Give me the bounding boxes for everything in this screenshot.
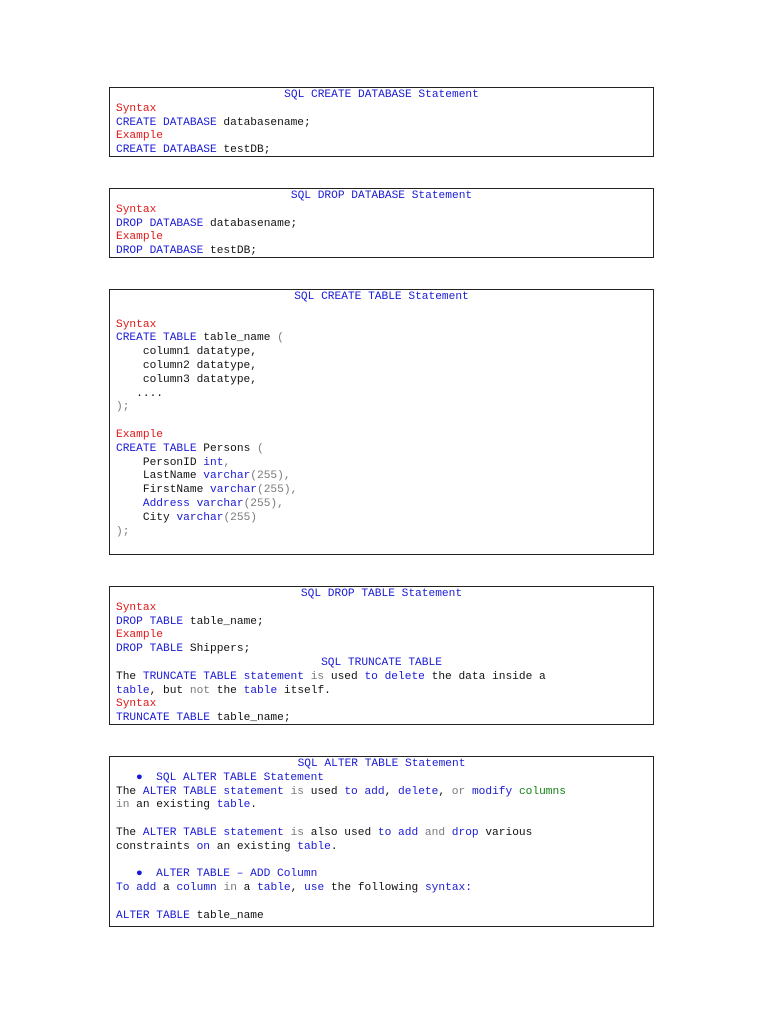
code-line: column1 datatype,: [116, 346, 257, 359]
text: [465, 786, 472, 798]
keyword: drop: [451, 826, 479, 839]
code-line: );: [116, 401, 130, 414]
bullet-text: SQL ALTER TABLE Statement: [156, 771, 324, 784]
paren: (: [277, 332, 284, 345]
code-line: [116, 457, 647, 471]
bullet-item: [116, 772, 647, 786]
example-label: Example: [116, 428, 163, 441]
text: a: [156, 882, 177, 895]
truncate-desc-line2: [116, 685, 647, 699]
code-line: ....: [116, 387, 163, 400]
text: in: [223, 882, 237, 895]
code-line: );: [116, 525, 130, 538]
code-text: ,: [283, 470, 291, 483]
syntax-label: Syntax: [116, 698, 157, 711]
code-line: [116, 470, 647, 484]
text: [512, 786, 519, 798]
keyword: DROP DATABASE: [116, 217, 204, 230]
keyword: int: [203, 456, 224, 469]
code-text: (255): [250, 470, 284, 483]
code-text: FirstName: [116, 484, 210, 497]
text: ,: [384, 785, 399, 798]
text: The: [116, 826, 143, 839]
keyword: table: [243, 684, 278, 697]
alter-desc-line2: [116, 799, 647, 813]
drop-database-example: [116, 245, 647, 259]
drop-table-example: [116, 643, 647, 657]
text: an existing: [129, 799, 217, 812]
keyword: Address: [116, 497, 190, 510]
spacer: [116, 415, 647, 429]
code-text: table_name: [189, 909, 264, 922]
text: [445, 827, 452, 839]
keyword: modify: [471, 785, 513, 798]
keyword: DROP TABLE: [116, 615, 184, 628]
keyword: CREATE DATABASE: [116, 144, 217, 157]
code-text: testDB;: [203, 245, 257, 258]
code-line: [116, 498, 647, 512]
code-text: ,: [290, 484, 298, 497]
code-text: table_name: [196, 332, 278, 345]
code-text: PersonID: [116, 456, 204, 469]
alter-desc-line1: [116, 786, 647, 800]
text: The: [116, 670, 143, 683]
keyword: TRUNCATE TABLE: [116, 712, 210, 725]
text: or: [451, 785, 466, 798]
text: the following: [324, 882, 425, 895]
code-text: ,: [277, 497, 284, 510]
keyword: varchar: [210, 484, 257, 497]
code-text: (255): [223, 511, 258, 524]
drop-database-syntax: [116, 218, 647, 232]
keyword: to add: [344, 785, 385, 798]
code-text: databasename;: [203, 217, 298, 230]
keyword: varchar: [176, 511, 224, 524]
keyword: column: [176, 882, 217, 895]
keyword: columns: [518, 785, 566, 798]
keyword: add: [136, 882, 157, 895]
drop-database-box: [109, 188, 654, 258]
alter-syntax: [116, 910, 647, 924]
keyword: To: [116, 882, 130, 895]
spacer: [116, 813, 647, 827]
create-database-box: [109, 87, 654, 157]
text: used: [304, 785, 345, 798]
text: is: [283, 785, 305, 798]
code-text: LastName: [116, 470, 204, 483]
syntax-label: Syntax: [116, 102, 157, 115]
keyword: CREATE DATABASE: [116, 116, 217, 129]
keyword: on: [196, 840, 211, 853]
spacer: [116, 855, 647, 869]
text: in: [116, 799, 130, 812]
text: ,: [290, 882, 305, 895]
keyword: delete: [398, 785, 439, 798]
code-text: Persons: [196, 442, 258, 455]
keyword: table: [116, 684, 150, 697]
syntax-label: Syntax: [116, 601, 157, 614]
keyword: DROP TABLE: [116, 643, 184, 656]
example-label: Example: [116, 629, 163, 642]
code-line: column3 datatype,: [116, 373, 257, 386]
code-text: Shippers;: [183, 643, 251, 656]
keyword: table: [216, 799, 251, 812]
text: .: [330, 840, 338, 853]
syntax-label: Syntax: [116, 203, 157, 216]
text: an existing: [210, 840, 298, 853]
keyword: table: [257, 882, 291, 895]
keyword: table: [297, 840, 331, 853]
bullet-text: ALTER TABLE – ADD Column: [156, 868, 318, 881]
keyword: use: [304, 882, 325, 895]
create-table-box: [109, 289, 654, 555]
example-label: Example: [116, 231, 163, 244]
text: The: [116, 785, 143, 798]
code-line: column2 datatype,: [116, 359, 257, 372]
create-table-example: [116, 443, 647, 457]
keyword: DROP DATABASE: [116, 245, 204, 258]
code-text: table_name;: [210, 712, 291, 725]
keyword: varchar: [196, 497, 244, 510]
code-line: [116, 512, 647, 526]
alter-table-title: SQL ALTER TABLE Statement: [297, 758, 466, 770]
code-text: table_name;: [183, 615, 264, 628]
keyword: ALTER TABLE statement: [142, 826, 284, 839]
text: itself.: [277, 684, 331, 697]
bullet-icon: ●: [136, 771, 157, 784]
truncate-syntax: [116, 712, 647, 726]
code-text: City: [116, 511, 177, 524]
create-database-title: SQL CREATE DATABASE Statement: [284, 89, 479, 101]
keyword: CREATE TABLE: [116, 332, 197, 345]
drop-table-syntax: [116, 616, 647, 630]
alter-desc-line3: [116, 827, 647, 841]
code-text: testDB;: [216, 144, 271, 157]
text: is: [304, 670, 325, 683]
text: also used: [304, 826, 378, 839]
text: ,: [438, 785, 452, 798]
code-line: [116, 484, 647, 498]
drop-table-title: SQL DROP TABLE Statement: [300, 588, 463, 600]
text: , but: [149, 684, 190, 697]
spacer: [116, 896, 647, 910]
text: is: [283, 826, 305, 839]
spacer: [116, 305, 647, 319]
text: .: [250, 799, 258, 812]
alter-desc-line4: [116, 841, 647, 855]
drop-database-title: SQL DROP DATABASE Statement: [290, 190, 473, 202]
alter-desc-line5: [116, 882, 647, 896]
alter-table-box: [109, 756, 654, 927]
code-text: (255): [257, 484, 291, 497]
bullet-item: [116, 868, 647, 882]
syntax-label: Syntax: [116, 318, 157, 331]
keyword: ALTER TABLE: [116, 909, 190, 922]
text: and: [424, 826, 446, 839]
create-database-example: [116, 144, 647, 158]
code-text: ,: [223, 456, 231, 469]
text: not: [189, 684, 211, 697]
text: constraints: [116, 840, 197, 853]
code-text: (255): [243, 497, 278, 510]
text: various: [478, 826, 533, 839]
text: [418, 827, 425, 839]
text: a: [236, 882, 258, 895]
keyword: CREATE TABLE: [116, 442, 197, 455]
create-table-title: SQL CREATE TABLE Statement: [294, 291, 469, 303]
keyword: TRUNCATE TABLE statement: [142, 670, 304, 683]
truncate-title: SQL TRUNCATE TABLE: [321, 656, 442, 669]
keyword: to add: [377, 826, 419, 839]
text: used: [324, 670, 365, 683]
drop-table-box: [109, 586, 654, 725]
keyword: to delete: [364, 670, 425, 683]
paren: (: [257, 442, 264, 455]
example-label: Example: [116, 130, 163, 143]
bullet-icon: ●: [136, 868, 157, 881]
keyword: varchar: [203, 470, 251, 483]
truncate-desc-line1: [116, 671, 647, 685]
text: the data inside a: [424, 670, 546, 683]
code-text: databasename;: [216, 116, 311, 129]
create-table-syntax: [116, 332, 647, 346]
create-database-syntax: [116, 117, 647, 131]
text: the: [210, 684, 244, 697]
keyword: ALTER TABLE statement: [142, 785, 284, 798]
keyword: syntax:: [424, 882, 472, 895]
